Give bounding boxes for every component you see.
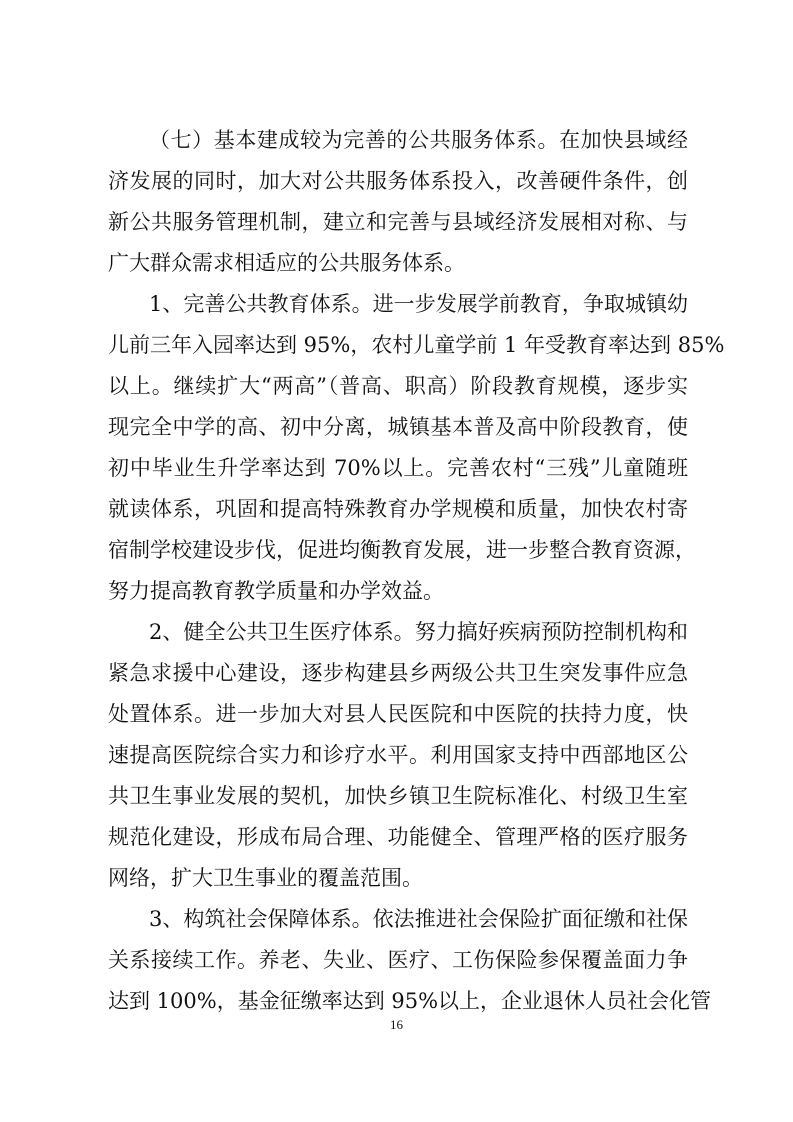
- paragraph-4-line-2: 关系接续工作。养老、失业、医疗、工伤保险参保覆盖面力争: [108, 948, 688, 972]
- paragraph-3-line-4: 速提高医院综合实力和诊疗水平。利用国家支持中西部地区公: [108, 743, 688, 767]
- paragraph-2-line-3: 以上。继续扩大“两高”（普高、职高）阶段教育规模，逐步实: [108, 374, 688, 398]
- paragraph-1-line-2: 济发展的同时，加大对公共服务体系投入，改善硬件条件，创: [108, 169, 688, 193]
- paragraph-2-line-7: 宿制学校建设步伐，促进均衡教育发展，进一步整合教育资源，: [108, 538, 696, 562]
- paragraph-4-line-1: 3、构筑社会保障体系。依法推进社会保险扩面征缴和社保: [149, 907, 688, 931]
- paragraph-2-line-6: 就读体系，巩固和提高特殊教育办学规模和质量，加快农村寄: [108, 497, 688, 521]
- paragraph-2-line-2: 儿前三年入园率达到 95%，农村儿童学前 1 年受教育率达到 85%: [108, 333, 725, 357]
- paragraph-3-line-2: 紧急求援中心建设，逐步构建县乡两级公共卫生突发事件应急: [108, 661, 688, 685]
- paragraph-3-line-7: 网络，扩大卫生事业的覆盖范围。: [108, 866, 423, 890]
- paragraph-2-line-5: 初中毕业生升学率达到 70%以上。完善农村“三残”儿童随班: [108, 456, 688, 480]
- paragraph-1-line-3: 新公共服务管理机制，建立和完善与县域经济发展相对称、与: [108, 210, 688, 234]
- paragraph-1-line-4: 广大群众需求相适应的公共服务体系。: [108, 251, 465, 275]
- page-number: 16: [390, 1017, 403, 1032]
- paragraph-3-line-3: 处置体系。进一步加大对县人民医院和中医院的扶持力度，快: [108, 702, 688, 726]
- paragraph-3-line-5: 共卫生事业发展的契机，加快乡镇卫生院标准化、村级卫生室: [108, 784, 688, 808]
- paragraph-2-line-4: 现完全中学的高、初中分离，城镇基本普及高中阶段教育，使: [108, 415, 688, 439]
- paragraph-1-line-1: （七）基本建成较为完善的公共服务体系。在加快县域经: [149, 128, 688, 152]
- paragraph-4-line-3: 达到 100%，基金征缴率达到 95%以上，企业退休人员社会化管: [108, 989, 712, 1013]
- paragraph-2-line-8: 努力提高教育教学质量和办学效益。: [108, 579, 444, 603]
- paragraph-3-line-1: 2、健全公共卫生医疗体系。努力搞好疾病预防控制机构和: [149, 620, 688, 644]
- paragraph-3-line-6: 规范化建设，形成布局合理、功能健全、管理严格的医疗服务: [108, 825, 688, 849]
- paragraph-2-line-1: 1、完善公共教育体系。进一步发展学前教育，争取城镇幼: [149, 292, 688, 316]
